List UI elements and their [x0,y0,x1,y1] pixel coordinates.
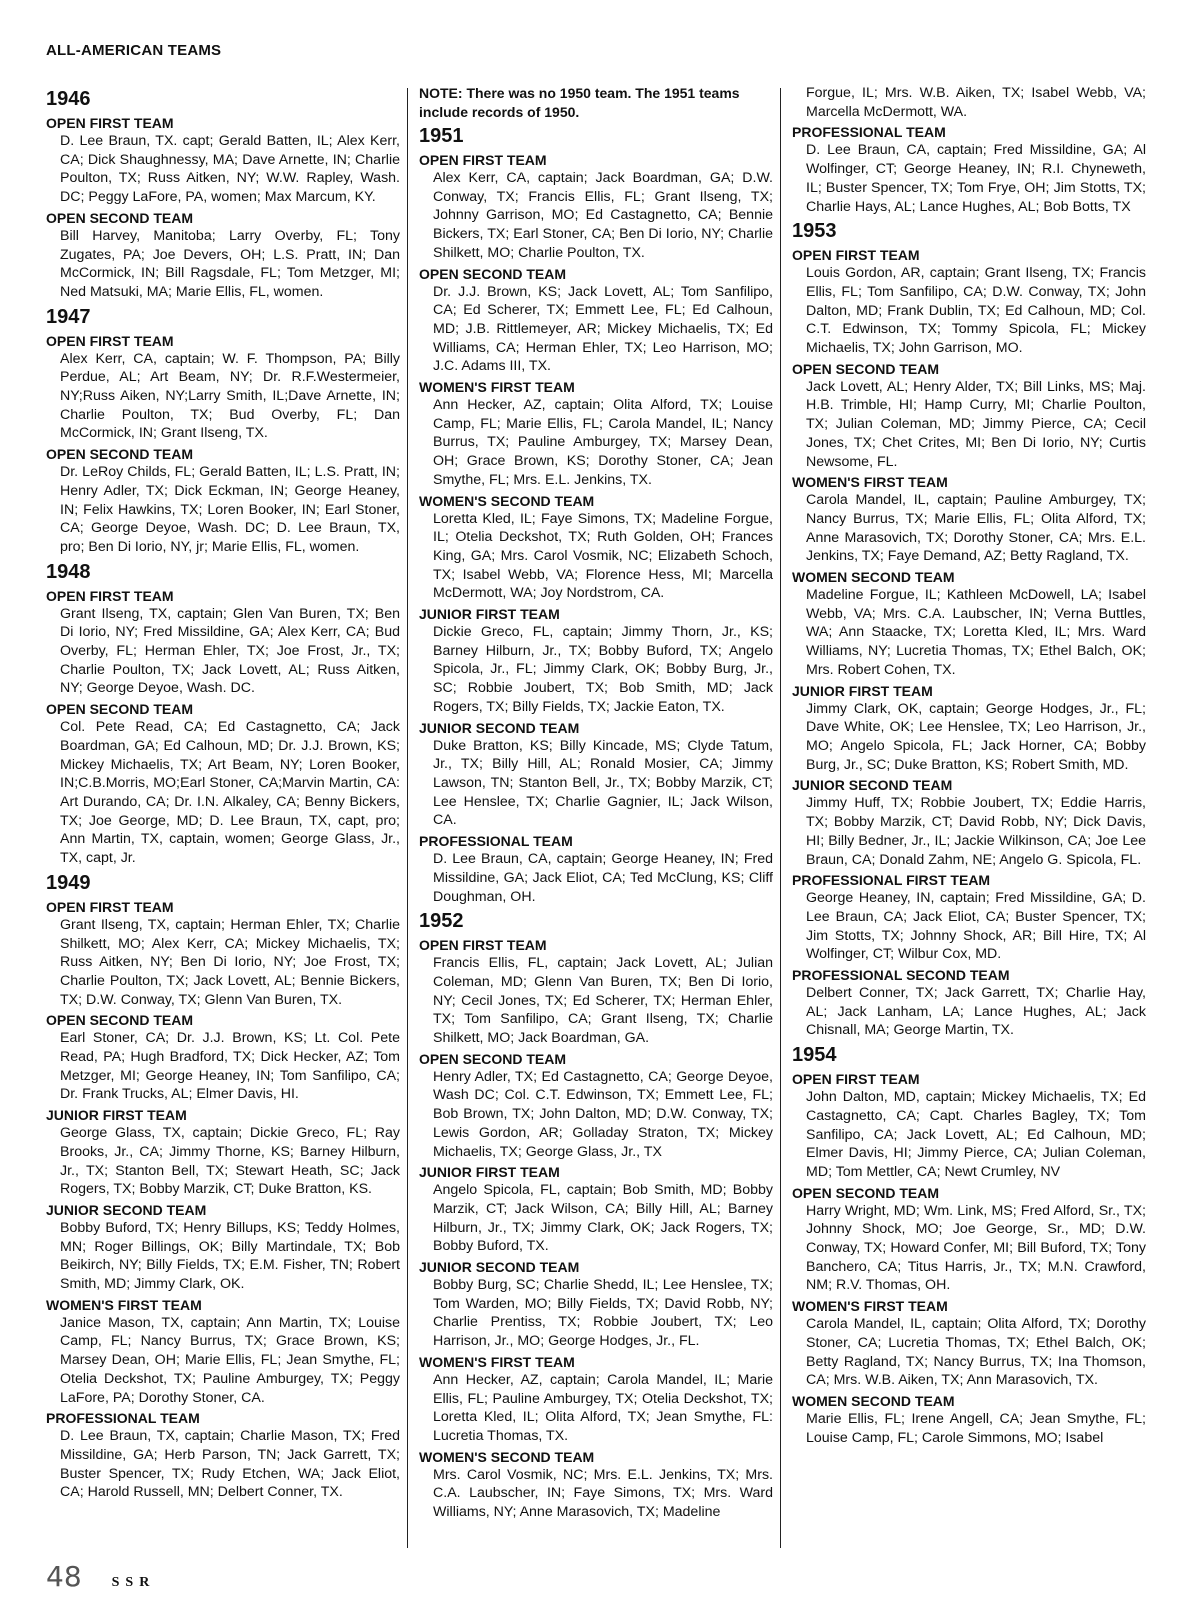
team-heading: WOMEN'S FIRST TEAM [419,379,575,396]
team-heading: PROFESSIONAL SECOND TEAM [792,967,1010,984]
team-members: Ann Hecker, AZ, captain; Olita Alford, TX; Louise Camp, FL; Marie Ellis, FL; Carola Mandel, IL; Nancy Burrus, TX; Pauline Amburgey, TX; Marsey Dean, OH; Grace Brown, KS; Dorothy Stoner, CA; Jean Smythe, FL; Mrs. E.L. Jenkins, TX. [433,397,773,488]
team-members: Harry Wright, MD; Wm. Link, MS; Fred Alford, Sr., TX; Johnny Shock, MO; Joe George, Sr., MD; D.W. Conway, TX; Howard Confer, MI; Bill Buford, TX; Tony Banchero, CA; Titus Harris, Jr., TX; M.N. Crawford, NM; R.V. Thomas, OH. [806,1202,1146,1294]
team-section [792,360,1146,472]
team-section [792,473,1146,566]
team-members: Madeline Forgue, IL; Kathleen McDowell, LA; Isabel Webb, VA; Mrs. C.A. Laubscher, IN; Verna Buttles, WA; Ann Staacke, TX; Loretta Kled, IL; Mrs. Ward Williams, NY; Lucretia Thomas, TX; Ethel Balch, OK; Mrs. Robert Cohen, TX. [806,587,1146,678]
team-section [419,1353,773,1446]
team-members: D. Lee Braun, CA, captain; Fred Missildine, GA; Al Wolfinger, CT; George Heaney, IN; R.I. Chyneweth, IL; Buster Spencer, TX; Tom Frye, OH; Jim Stotts, TX; Charlie Hays, AL; Lance Hughes, AL; Bob Botts, TX [806,142,1146,215]
team-members: George Glass, TX, captain; Dickie Greco, FL; Ray Brooks, Jr., CA; Jimmy Thorne, KS; Barney Hilburn, Jr., TX; Stanton Bell, TX; Stewart Heath, SC; Jack Rogers, TX; Bobby Marzik, CT; Duke Bratton, KS. [60,1125,400,1198]
team-members: Delbert Conner, TX; Jack Garrett, TX; Charlie Hay, AL; Jack Lanham, LA; Lance Hughes, AL; Jack Chisnall, MA; George Martin, TX. [806,985,1146,1039]
team-section [419,832,773,906]
team-heading: WOMEN'S FIRST TEAM [792,474,948,491]
team-section [46,1409,400,1502]
team-members: Bobby Buford, TX; Henry Billups, KS; Teddy Holmes, MN; Roger Billings, OK; Billy Martindale, TX; Bob Beikirch, NY; Billy Fields, TX; E.M. Fisher, TN; Robert Smith, MD; Jimmy Clark, OK. [60,1219,400,1293]
team-heading: OPEN FIRST TEAM [46,332,174,349]
team-section [46,332,400,444]
team-section [46,209,400,302]
team-section [46,1201,400,1294]
note-text: NOTE: There was no 1950 team. The 1951 teams include records of 1950. [419,85,740,120]
team-members: Mrs. Carol Vosmik, NC; Mrs. E.L. Jenkins, TX; Mrs. C.A. Laubscher, IN; Faye Simons, TX; Mrs. Ward Williams, NY; Anne Marasovich, TX; Madeline [433,1466,773,1521]
team-members: D. Lee Braun, TX, captain; Charlie Mason, TX; Fred Missildine, GA; Herb Parson, TN; Jack Garrett, TX; Buster Spencer, TX; Rudy Etchen, WA; Jack Eliot, CA; Harold Russell, MN; Delbert Conner, TX. [60,1428,400,1501]
team-heading: OPEN SECOND TEAM [46,446,194,463]
team-members: Janice Mason, TX, captain; Ann Martin, TX; Louise Camp, FL; Nancy Burrus, TX; Grace Brown, KS; Marsey Dean, OH; Marie Ellis, FL; Jean Smythe, FL; Otelia Deckshot, TX; Pauline Amburgey, TX; Peggy LaFore, PA; Dorothy Stoner, CA. [60,1314,400,1406]
team-members: Dr. J.J. Brown, KS; Jack Lovett, AL; Tom Sanfilipo, CA; Ed Scherer, TX; Emmett Lee, FL; Ed Calhoun, MD; J.B. Rittlemeyer, AR; Mickey Michaelis, TX; Ed Williams, CA; Herman Ehler, TX; Leo Harrison, MO; J.C. Adams III, TX. [433,283,773,375]
page-footer [46,1560,155,1593]
team-members: Col. Pete Read, CA; Ed Castagnetto, CA; Jack Boardman, GA; Ed Calhoun, MD; Dr. J.J. Brown, KS; Mickey Michaelis, TX; Art Beam, NY; Loren Booker, IN;C.B.Morris, MO;Earl Stoner, CA;Marvin Martin, CA: Art Durando, CA; Dr. I.N. Alkaley, CA; Benny Bickers, TX; Joe George, MD; D. Lee Braun, TX, capt, pro; Ann Martin, TX, captain, women; George Glass, Jr., TX, capt, Jr. [60,719,400,867]
team-section [419,265,773,377]
team-heading: WOMEN'S FIRST TEAM [792,1298,948,1315]
team-members: Jimmy Huff, TX; Robbie Joubert, TX; Eddie Harris, TX; Bobby Marzik, CT; David Robb, NY; Dick Davis, HI; Billy Bedner, Jr., IL; Jackie Wilkinson, CA; Joe Lee Braun, CA; Donald Zahm, NE; Angelo G. Spicola, FL. [806,795,1146,868]
team-members: Jimmy Clark, OK, captain; George Hodges, Jr., FL; Dave White, OK; Lee Henslee, TX; Leo Harrison, Jr., MO; Angelo Spicola, FL; Jack Horner, CA; Bobby Burg, Jr., SC; Duke Bratton, KS; Robert Smith, MD. [806,700,1146,773]
team-section [46,898,400,1010]
team-heading: OPEN FIRST TEAM [419,937,547,954]
team-section [792,1070,1146,1182]
team-heading: OPEN FIRST TEAM [46,898,174,915]
year-heading: 1948 [46,560,91,583]
team-members: Marie Ellis, FL; Irene Angell, CA; Jean Smythe, FL; Louise Camp, FL; Carole Simmons, MO; Isabel [806,1410,1146,1446]
team-heading: OPEN SECOND TEAM [46,701,194,718]
team-heading: JUNIOR SECOND TEAM [792,777,953,794]
team-members: Carola Mandel, IL, captain; Pauline Amburgey, TX; Nancy Burrus, TX; Marie Ellis, FL; Olita Alford, TX; Anne Marasovich, TX; Dorothy Stoner, CA; Mrs. E.L. Jenkins, TX; Faye Demand, AZ; Betty Ragland, TX. [806,492,1146,565]
team-members: D. Lee Braun, TX. capt; Gerald Batten, IL; Alex Kerr, CA; Dick Shaughnessy, MA; Dave Arnette, IN; Charlie Poulton, TX; Russ Aitken, NY; W.W. Rapley, Wash. DC; Peggy LaFore, PA, women; Max Marcum, KY. [60,133,400,206]
team-section [792,966,1146,1040]
team-section [46,114,400,207]
team-section [792,776,1146,869]
team-section [792,1297,1146,1390]
team-section [419,1258,773,1351]
team-members: Forgue, IL; Mrs. W.B. Aiken, TX; Isabel Webb, VA; Marcella McDermott, WA. [806,85,1146,120]
team-heading: OPEN SECOND TEAM [419,265,567,282]
year-heading: 1951 [419,125,464,147]
year-heading: 1954 [792,1044,837,1067]
team-section [419,1448,773,1522]
page-header: ALL-AMERICAN TEAMS [46,42,222,59]
team-section [46,587,400,699]
team-section [792,871,1146,964]
year-heading: 1947 [46,305,91,328]
team-section [419,605,773,717]
year-heading: 1953 [792,220,837,243]
team-heading: OPEN SECOND TEAM [792,360,940,377]
team-heading: WOMEN SECOND TEAM [792,569,955,586]
page-number: 48 [46,1560,82,1593]
team-section [792,1392,1146,1447]
team-heading: JUNIOR FIRST TEAM [419,1164,560,1181]
team-heading: OPEN SECOND TEAM [46,1012,194,1029]
team-members: Earl Stoner, CA; Dr. J.J. Brown, KS; Lt. Col. Pete Read, PA; Hugh Bradford, TX; Dick Hecker, AZ; Tom Metzger, MI; George Heaney, IN; Tom Sanfilipo, CA; Dr. Frank Trucks, AL; Elmer Davis, HI. [60,1030,400,1103]
team-members: Angelo Spicola, FL, captain; Bob Smith, MD; Bobby Marzik, CT; Jack Wilson, CA; Billy Hill, AL; Barney Hilburn, Jr., TX; Jimmy Clark, OK; Jack Rogers, TX; Bobby Buford, TX. [433,1182,773,1255]
team-section [46,1011,400,1104]
team-heading: JUNIOR FIRST TEAM [419,606,560,623]
team-heading: JUNIOR SECOND TEAM [46,1201,207,1218]
column-left [46,84,400,1504]
team-members: Bill Harvey, Manitoba; Larry Overby, FL; Tony Zugates, PA; Joe Devers, OH; L.S. Pratt, IN; Dan McCormick, IN; Bill Ragsdale, FL; Tom Metzger, MI; Ned Matsuki, MA; Marie Ellis, FL, women. [60,227,400,300]
team-heading: OPEN SECOND TEAM [792,1184,940,1201]
team-members: D. Lee Braun, CA, captain; George Heaney, IN; Fred Missildine, GA; Jack Eliot, CA; Ted McClung, KS; Cliff Doughman, OH. [433,851,773,905]
team-members: Alex Kerr, CA, captain; W. F. Thompson, PA; Billy Perdue, AL; Art Beam, NY; Dr. R.F.Westermeier, NY;Russ Aiken, NY;Larry Smith, IL;Dave Arnette, IN; Charlie Poulton, TX; Bud Overby, FL; Dan McCormick, IN; Grant Ilseng, TX. [60,350,400,442]
team-section [46,700,400,868]
team-heading: JUNIOR SECOND TEAM [419,719,580,736]
team-heading: JUNIOR FIRST TEAM [792,682,933,699]
team-members: Bobby Burg, SC; Charlie Shedd, IL; Lee Henslee, TX; Tom Warden, MO; Billy Fields, TX; David Robb, NY; Charlie Prentiss, TX; Robbie Joubert, TX; Leo Harrison, Jr., MO; George Hodges, Jr., FL. [433,1277,773,1350]
team-members: Loretta Kled, IL; Faye Simons, TX; Madeline Forgue, IL; Otelia Deckshot, TX; Ruth Golden, OH; Frances King, GA; Mrs. Carol Vosmik, NC; Elizabeth Schoch, TX; Isabel Webb, VA; Florence Hess, MI; Marcella McDermott, WA; Joy Nordstrom, CA. [433,510,773,602]
team-members: Carola Mandel, IL, captain; Olita Alford, TX; Dorothy Stoner, CA; Lucretia Thomas, TX; Ethel Balch, OK; Betty Ragland, TX; Nancy Burrus, TX; Ina Thomson, CA; Mrs. W.B. Aiken, TX; Ann Marasovich, TX. [806,1316,1146,1389]
team-heading: PROFESSIONAL TEAM [46,1410,200,1427]
team-members: Alex Kerr, CA, captain; Jack Boardman, GA; D.W. Conway, TX; Francis Ellis, FL; Grant Ilseng, TX; Johnny Garrison, MO; Ed Castagnetto, CA; Bennie Bickers, TX; Earl Stoner, CA; Ben Di Iorio, NY; Charlie Shilkett, MO; Charlie Poulton, TX. [433,170,773,261]
team-section [46,1106,400,1199]
team-heading: WOMEN'S FIRST TEAM [419,1353,575,1370]
team-members: Jack Lovett, AL; Henry Alder, TX; Bill Links, MS; Maj. H.B. Trimble, HI; Hamp Curry, MI; Charlie Poulton, TX; Julian Coleman, MD; Jimmy Pierce, CA; Cecil Jones, TX; Chet Crites, MI; Ben Di Iorio, NY; Curtis Newsome, FL. [806,378,1146,470]
team-section [46,445,400,557]
team-heading: WOMEN SECOND TEAM [792,1392,955,1409]
team-heading: OPEN FIRST TEAM [792,247,920,264]
team-heading: WOMEN'S SECOND TEAM [419,1448,595,1465]
column-divider [780,88,781,1548]
team-heading: PROFESSIONAL TEAM [792,124,946,141]
team-members: Dr. LeRoy Childs, FL; Gerald Batten, IL; L.S. Pratt, IN; Henry Adler, TX; Dick Eckman, IN; George Heaney, IN; Felix Hawkins, TX; Loren Booker, IN; Earl Stoner, CA; George Deyoe, Wash. DC; D. Lee Braun, TX, pro; Ben Di Iorio, NY, jr; Marie Ellis, FL, women. [60,464,400,555]
team-heading: OPEN FIRST TEAM [46,587,174,604]
team-members: Duke Bratton, KS; Billy Kincade, MS; Clyde Tatum, Jr., TX; Billy Hill, AL; Ronald Mosier, CA; Jimmy Lawson, TN; Stanton Bell, Jr., TX; Bobby Marzik, CT; Lee Henslee, TX; Charlie Gagnier, IL; Jack Wilson, CA. [433,737,773,829]
team-heading: OPEN FIRST TEAM [46,115,174,131]
team-section [419,151,773,263]
column-middle [419,84,773,1524]
team-heading: OPEN SECOND TEAM [419,1050,567,1067]
team-heading: OPEN SECOND TEAM [46,209,194,226]
team-section [792,246,1146,358]
year-heading: 1946 [46,88,91,110]
team-section [792,123,1146,216]
team-members: Grant Ilseng, TX, captain; Herman Ehler, TX; Charlie Shilkett, MO; Alex Kerr, CA; Mickey Michaelis, TX; Russ Aitken, NY; Ben Di Iorio, NY; Joe Frost, TX; Charlie Poulton, TX; Jack Lovett, AL; Bennie Bickers, TX; D.W. Conway, TX; Glenn Van Buren, TX. [60,916,400,1008]
team-section [419,936,773,1048]
team-members: Grant Ilseng, TX, captain; Glen Van Buren, TX; Ben Di Iorio, NY; Fred Missildine, GA; Alex Kerr, CA; Bud Overby, FL; Herman Ehler, TX; Joe Frost, Jr., TX; Charlie Poulton, TX; Jack Lovett, AL; Russ Aitken, NY; George Deyoe, Wash. DC. [60,605,400,697]
team-heading: PROFESSIONAL TEAM [419,833,573,850]
team-section [419,1050,773,1162]
team-heading: JUNIOR SECOND TEAM [419,1259,580,1276]
team-section [419,492,773,604]
team-section [419,719,773,831]
team-section [792,682,1146,775]
year-heading: 1949 [46,871,91,894]
team-heading: WOMEN'S SECOND TEAM [419,492,595,509]
team-section [792,84,1146,121]
team-members: George Heaney, IN, captain; Fred Missildine, GA; D. Lee Braun, CA; Jack Eliot, CA; Buster Spencer, TX; Jim Stotts, TX; Johnny Shock, AR; Bill Hire, TX; Al Wolfinger, CT; Wilbur Cox, MD. [806,890,1146,963]
team-members: Dickie Greco, FL, captain; Jimmy Thorn, Jr., KS; Barney Hilburn, Jr., TX; Bobby Buford, TX; Angelo Spicola, Jr., FL; Jimmy Clark, OK; Bobby Burg, Jr., SC; Robbie Joubert, TX; Bob Smith, MD; Jack Rogers, TX; Billy Fields, TX; Jackie Eaton, TX. [433,624,773,715]
team-section [792,568,1146,680]
team-heading: PROFESSIONAL FIRST TEAM [792,872,991,889]
team-heading: JUNIOR FIRST TEAM [46,1107,187,1124]
team-heading: WOMEN'S FIRST TEAM [46,1296,202,1313]
team-members: Henry Adler, TX; Ed Castagnetto, CA; George Deyoe, Wash DC; Col. C.T. Edwinson, TX; Emmett Lee, FL; Bob Brown, TX; John Dalton, MD; D.W. Conway, TX; Lewis Gordon, AR; Golladay Straton, TX; Mickey Michaelis, TX; George Glass, Jr., TX [433,1068,773,1160]
team-members: John Dalton, MD, captain; Mickey Michaelis, TX; Ed Castagnetto, CA; Capt. Charles Bagley, TX; Tom Sanfilipo, CA; Jack Lovett, AL; Ed Calhoun, MD; Elmer Davis, HI; Jimmy Pierce, CA; Julian Coleman, MD; Tom Mettler, CA; Newt Crumley, NV [806,1089,1146,1180]
year-heading: 1952 [419,910,464,933]
team-section [419,378,773,490]
column-divider [407,88,408,1548]
team-section [46,1296,400,1408]
team-heading: OPEN FIRST TEAM [419,152,547,168]
team-heading: OPEN FIRST TEAM [792,1071,920,1088]
column-right [792,84,1146,1449]
publication-mark: SSR [111,1575,156,1590]
team-members: Ann Hecker, AZ, captain; Carola Mandel, IL; Marie Ellis, FL; Pauline Amburgey, TX; Otelia Deckshot, TX; Loretta Kled, IL; Olita Alford, TX; Jean Smythe, FL: Lucretia Thomas, TX. [433,1371,773,1444]
team-section [792,1184,1146,1296]
team-members: Francis Ellis, FL, captain; Jack Lovett, AL; Julian Coleman, MD; Glenn Van Buren, TX; Ben Di Iorio, NY; Cecil Jones, TX; Ed Scherer, TX; Herman Ehler, TX; Tom Sanfilipo, CA; Grant Ilseng, TX; Charlie Shilkett, MO; Jack Boardman, GA. [433,955,773,1047]
team-section [419,1163,773,1256]
team-members: Louis Gordon, AR, captain; Grant Ilseng, TX; Francis Ellis, FL; Tom Sanfilipo, CA; D.W. Conway, TX; John Dalton, MD; Frank Dublin, TX; Ed Calhoun, MD; Col. C.T. Edwinson, TX; Tommy Spicola, FL; Mickey Michaelis, TX; John Garrison, MO. [806,265,1146,357]
